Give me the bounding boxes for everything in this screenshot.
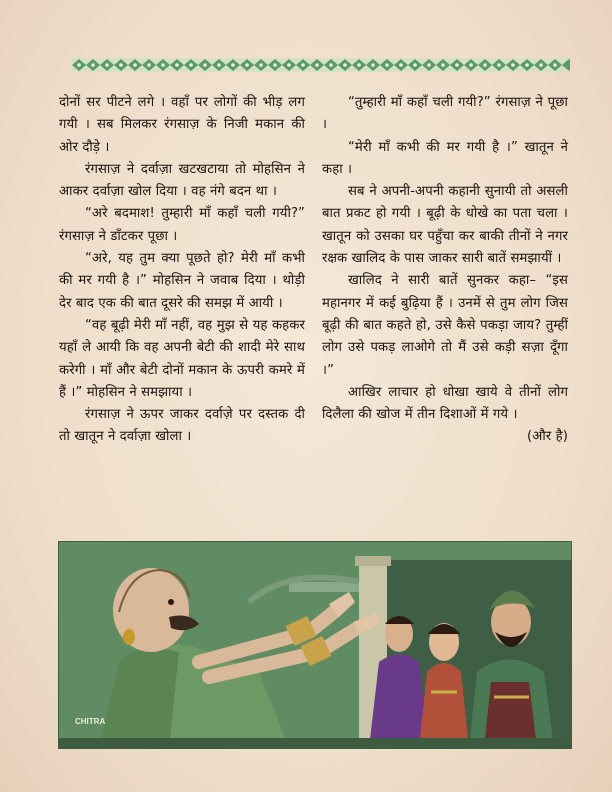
left-text-column — [59, 92, 305, 449]
decorative-border — [72, 58, 570, 72]
paragraph: रंगसाज़ ने दर्वाज़ा खटखटाया तो मोहसिन ने आकर दर्वाज़ा खोल दिया । वह नंगे बदन था । — [59, 161, 305, 200]
illustration-scene — [59, 542, 571, 748]
paragraph: “वह बूढ़ी मेरी माँ नहीं, वह मुझ से यह कहकर यहाँ ले आयी कि वह अपनी बेटी की शादी मेरे साथ करेगी । माँ और बेटी दोनों मकान के ऊपरी कमरे में हैं ।” मोहसिन ने समझाया । — [59, 317, 305, 400]
final-paragraph: आखिर लाचार हो धोखा खाये वे तीनों लोग दिलैला की खोज में तीन दिशाओं में गये । — [322, 384, 568, 423]
paragraph: “अरे बदमाश! तुम्हारी माँ कहाँ चली गयी?” रंगसाज़ ने डाँटकर पूछा । — [59, 206, 305, 244]
paragraph: सब ने अपनी-अपनी कहानी सुनायी तो असली बात प्रकट हो गयी । बूढ़ी के धोखे का पता चला । खातून को उसका घर पहुँचा कर बाकी तीनों ने नगर रक्षक खालिद के पास जाकर सारी बातें समझायीं । — [322, 184, 568, 267]
paragraph: “तुम्हारी माँ कहाँ चली गयी?” रंगसाज़ ने पूछा । — [322, 95, 568, 133]
artist-signature: CHITRA — [75, 717, 106, 726]
continued-row — [322, 426, 568, 448]
paragraph: दोनों सर पीटने लगे । वहाँ पर लोगों की भीड़ लग गयी । सब मिलकर रंगसाज़ के निजी मकान की ओर दौड़े । — [59, 95, 305, 155]
story-illustration — [58, 541, 572, 749]
paragraph: “अरे, यह तुम क्या पूछते हो? मेरी माँ कभी की मर गयी है ।” मोहसिन ने जवाब दिया । थोड़ी देर बाद एक की बात दूसरे की समझ में आयी । — [59, 251, 305, 311]
paragraph: रंगसाज़ ने ऊपर जाकर दर्वाज़े पर दस्तक दी तो खातून ने दर्वाज़ा खोला । — [59, 407, 305, 445]
right-text-column — [322, 92, 568, 449]
continued-label: (और है) — [527, 429, 568, 445]
paragraph: “मेरी माँ कभी की मर गयी है ।” खातून ने कहा । — [322, 139, 568, 177]
paragraph: खालिद ने सारी बातें सुनकर कहा– “इस महानगर में कई बुढ़िया हैं । उनमें से तुम लोग जिस बूढ़ी की बात कहते हो, उसे कैसे पकड़ा जाय? तुम्हीं लोग उसे पकड़ लाओगे तो मैं उसे कड़ी सज़ा दूँगा ।” — [322, 273, 568, 378]
